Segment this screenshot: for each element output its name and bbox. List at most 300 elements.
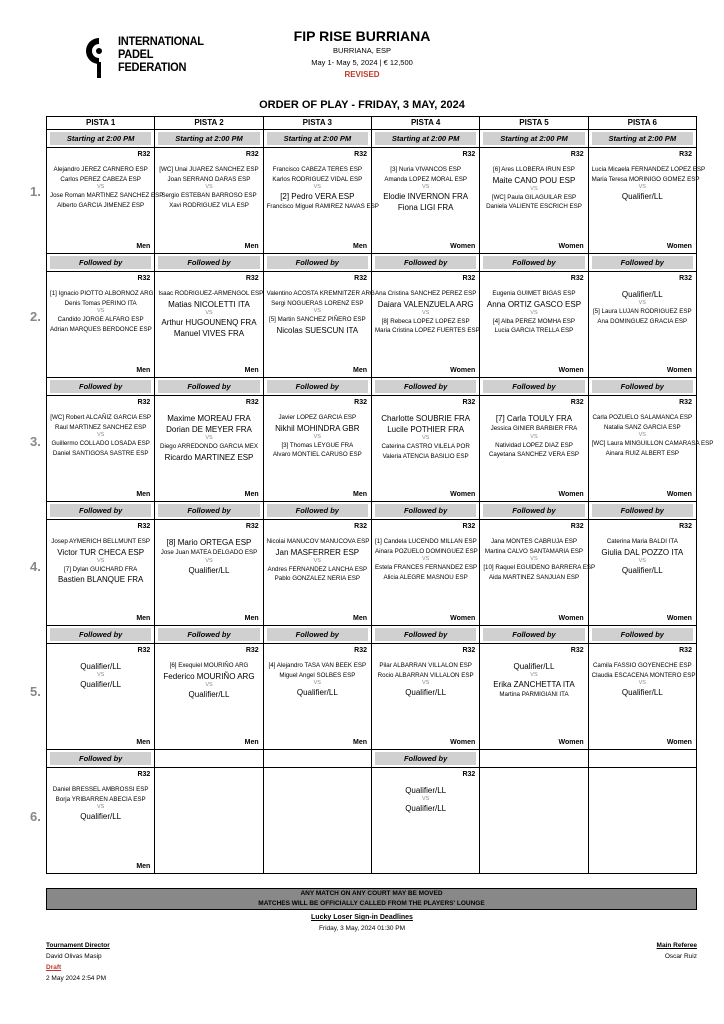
match-cell: [480, 148, 588, 254]
match-cell: [47, 768, 155, 874]
row-number: 5.: [30, 684, 41, 699]
match-cell: [589, 272, 697, 378]
players: [50, 165, 164, 210]
player-name: Qualifier/LL: [621, 192, 663, 201]
followed-by-cell: [155, 626, 263, 644]
player-name: Alvaro MONTIEL CARUSO ESP: [272, 451, 362, 458]
start-time-label: Starting at 2:00 PM: [592, 132, 693, 145]
followed-by-cell: [372, 502, 480, 520]
vs-label: VS: [205, 557, 213, 564]
followed-by-label: Followed by: [50, 380, 151, 393]
player-name: Daiara VALENZUELA ARG: [377, 299, 474, 309]
followed-by-cell: [264, 254, 372, 272]
player-name: Carlos PEREZ CABEZA ESP: [60, 175, 141, 183]
followed-by-label: Followed by: [50, 504, 151, 517]
vs-label: VS: [421, 680, 430, 686]
player-name: Qualifier/LL: [296, 688, 338, 697]
players: [50, 661, 151, 690]
followed-by-cell: [155, 254, 263, 272]
vs-label: VS: [313, 433, 321, 440]
category-label: Women: [450, 739, 476, 746]
player-name: Caterina Maria BALDI ITA: [606, 538, 678, 545]
player-name: Qualifier/LL: [80, 812, 122, 821]
player-name: [7] Carla TOULY FRA: [495, 414, 573, 423]
category-label: Women: [666, 491, 692, 498]
row-number: 4.: [30, 559, 41, 574]
followed-by-cell: [589, 254, 697, 272]
player-name: Ricardo MARTINEZ ESP: [164, 452, 254, 462]
match-cell: [480, 520, 596, 626]
match-cell: [589, 148, 706, 254]
followed-by-cell: [155, 750, 263, 768]
player-name: Adrian MARQUES BERDONCE ESP: [50, 325, 152, 333]
player-name: Francisco CABEZA TERES ESP: [272, 166, 362, 173]
player-name: Borja YRIBARREN ABECIA ESP: [55, 795, 146, 803]
players: [158, 165, 259, 210]
player-name: [1] Ignacio PIOTTO ALBORNOZ ARG: [50, 290, 154, 297]
followed-by-label: Followed by: [267, 380, 368, 393]
round-label: R32: [462, 275, 476, 282]
start-time-cell: [372, 130, 480, 148]
draft-date: 2 May 2024 2:54 PM: [46, 975, 106, 982]
player-name: Maria Teresa MORINIGO GOMEZ ESP: [591, 175, 700, 183]
category-label: Women: [450, 491, 476, 498]
footer-right: [657, 940, 697, 962]
round-label: R32: [679, 399, 692, 406]
followed-by-cell: [589, 750, 697, 768]
round-label: R32: [570, 275, 584, 282]
player-name: Rocio ALBARRAN VILLALON ESP: [377, 671, 474, 679]
start-time-cell: [264, 130, 372, 148]
round-label: R32: [462, 771, 476, 778]
player-name: Qualifier/LL: [80, 662, 122, 671]
player-name: Cayetana SANCHEZ VERA ESP: [488, 451, 580, 458]
player-name: Qualifier/LL: [188, 565, 230, 575]
player-name: Qualifier/LL: [80, 680, 122, 689]
category-label: Men: [352, 615, 367, 622]
player-name: [1] Candela LUCENDO MILLAN ESP: [374, 538, 477, 545]
player-name: Victor TUR CHECA ESP: [57, 547, 145, 557]
players: [483, 661, 584, 700]
round-label: R32: [245, 647, 259, 654]
player-name: Javier LOPEZ GARCIA ESP: [278, 414, 357, 421]
round-label: R32: [679, 523, 692, 530]
player-name: [3] Nuria VIVANCOS ESP: [390, 166, 462, 173]
match-cell: [372, 148, 480, 254]
round-label: R32: [245, 275, 259, 282]
followed-by-label: Followed by: [592, 628, 693, 641]
followed-by-cell: [480, 378, 588, 396]
match-cell: [264, 768, 372, 874]
footer-left: [46, 940, 110, 984]
player-name: Josep AYMERICH BELLMUNT ESP: [51, 538, 151, 545]
row-number: 2.: [30, 309, 41, 324]
player-name: Charlotte SOUBRIE FRA: [381, 414, 471, 423]
followed-by-label: Followed by: [158, 256, 259, 269]
match-cell: [589, 520, 697, 626]
round-label: R32: [354, 399, 367, 406]
player-name: [WC] Robert ALCAÑIZ GARCIA ESP: [50, 414, 152, 421]
players: [375, 785, 476, 814]
lucky-loser-title: Lucky Loser Sign-in Deadlines: [311, 914, 413, 921]
court-header: PISTA 5: [480, 117, 588, 130]
round-label: R32: [354, 151, 367, 158]
category-label: Men: [244, 367, 259, 374]
vs-label: VS: [638, 557, 646, 564]
category-label: Men: [136, 615, 151, 622]
players: [50, 413, 151, 458]
tournament-title: FIP RISE BURRIANA: [293, 28, 431, 44]
player-name: [4] Alejandro TASA VAN BEEK ESP: [268, 662, 367, 669]
players: [483, 413, 584, 460]
match-cell: [47, 396, 155, 502]
followed-by-cell: [589, 378, 697, 396]
player-name: Martina PARMIGIANI ITA: [499, 691, 569, 698]
vs-label: VS: [313, 680, 321, 686]
player-name: Pablo GONZALEZ NERIA ESP: [274, 575, 360, 582]
player-name: [5] Martin SANCHEZ PIÑERO ESP: [269, 316, 366, 323]
vs-label: VS: [96, 557, 105, 564]
category-label: Men: [352, 491, 367, 498]
notice-line1: ANY MATCH ON ANY COURT MAY BE MOVED: [300, 890, 443, 897]
logo-line2: PADEL: [118, 47, 154, 61]
followed-by-label: Followed by: [375, 628, 476, 641]
player-name: Valentino ACOSTA KREMNITZER ARG: [266, 290, 375, 297]
round-label: R32: [462, 523, 476, 530]
followed-by-row: [47, 626, 697, 644]
followed-by-label: Followed by: [158, 628, 259, 641]
player-name: [5] Laura LUJAN RODRIGUEZ ESP: [592, 308, 692, 315]
referee-label: Main Referee: [656, 942, 697, 949]
player-name: Candido JORGE ALFARO ESP: [57, 316, 144, 323]
match-cell: [480, 396, 588, 502]
players: [50, 785, 151, 822]
vs-label: VS: [530, 672, 538, 678]
court-header: PISTA 6: [589, 117, 697, 130]
match-cell: [47, 272, 155, 378]
category-label: Women: [666, 243, 692, 250]
players: [267, 661, 368, 698]
director-label: Tournament Director: [46, 942, 110, 949]
followed-by-cell: [372, 750, 480, 768]
player-name: Federico MOURIÑO ARG: [163, 671, 255, 681]
match-cell: [480, 272, 588, 378]
player-name: [3] Thomas LEYGUE FRA: [281, 441, 354, 449]
players: [50, 537, 151, 585]
round-label: R32: [137, 275, 151, 282]
match-cell: [264, 272, 375, 378]
court-header: PISTA 4: [372, 117, 480, 130]
followed-by-label: Followed by: [483, 256, 584, 269]
player-name: Pilar ALBARRAN VILLALON ESP: [379, 662, 472, 669]
vs-label: VS: [421, 556, 430, 562]
player-name: Alejandro JEREZ CARNERO ESP: [53, 166, 148, 173]
followed-by-cell: [47, 750, 155, 768]
round-label: R32: [354, 523, 367, 530]
player-name: Qualifier/LL: [188, 689, 230, 699]
player-name: [2] Pedro VERA ESP: [280, 192, 355, 201]
match-row: [47, 768, 697, 874]
players: [50, 289, 154, 334]
category-label: Men: [352, 739, 367, 746]
vs-label: VS: [313, 557, 321, 564]
player-name: Qualifier/LL: [621, 688, 663, 697]
players: [483, 165, 584, 212]
vs-label: VS: [205, 435, 213, 441]
category-label: Women: [666, 367, 692, 374]
followed-by-cell: [47, 502, 155, 520]
player-name: Ana Cristina SANCHEZ PEREZ ESP: [374, 290, 477, 297]
followed-by-label: Followed by: [375, 504, 476, 517]
player-name: Francisco Miguel RAMIREZ NAVAS ESP: [266, 203, 379, 210]
player-name: Lucia Micaela FERNANDEZ LOPEZ ESP: [591, 166, 706, 173]
followed-by-label: Followed by: [483, 504, 584, 517]
player-name: Alberto GARCIA JIMENEZ ESP: [57, 201, 145, 209]
vs-label: VS: [205, 681, 213, 688]
vs-label: VS: [638, 184, 646, 190]
player-name: Estela FRANCES FERNANDEZ ESP: [374, 564, 478, 571]
followed-by-cell: [480, 626, 588, 644]
followed-by-label: Followed by: [375, 380, 476, 393]
player-name: Nikhil MOHINDRA GBR: [275, 423, 360, 433]
start-time-label: Starting at 2:00 PM: [158, 132, 259, 145]
round-label: R32: [570, 399, 584, 406]
row-number: 3.: [30, 434, 41, 449]
players: [158, 413, 259, 463]
players: [267, 413, 368, 460]
players: [158, 537, 259, 576]
round-label: R32: [137, 399, 151, 406]
player-name: [WC] Laura MINGUILLON CAMARASA ESP: [591, 440, 714, 447]
start-label-row: [47, 130, 697, 148]
logo-text: [118, 35, 204, 74]
followed-by-row: [47, 378, 697, 396]
followed-by-cell: [47, 254, 155, 272]
match-cell: [480, 644, 588, 750]
player-name: Sergi NOGUERAS LORENZ ESP: [271, 299, 364, 307]
match-cell: [372, 644, 480, 750]
category-label: Men: [136, 739, 151, 746]
match-cell: [589, 768, 697, 874]
match-cell: [264, 396, 372, 502]
player-name: Martina CALVO SANTAMARIA ESP: [484, 547, 584, 555]
round-label: R32: [462, 151, 476, 158]
vs-label: VS: [96, 432, 105, 438]
vs-label: VS: [638, 300, 646, 306]
match-cell: [47, 520, 155, 626]
followed-by-row: [47, 750, 697, 768]
players: [592, 537, 693, 576]
category-label: Men: [136, 863, 151, 870]
match-cell: [47, 644, 155, 750]
category-label: Men: [244, 615, 259, 622]
followed-by-label: Followed by: [158, 380, 259, 393]
round-label: R32: [245, 523, 259, 530]
logo-line1: INTERNATIONAL: [118, 34, 204, 48]
category-label: Women: [558, 367, 584, 374]
schedule-grid: [46, 116, 714, 874]
followed-by-cell: [264, 378, 372, 396]
vs-label: VS: [96, 184, 105, 190]
round-label: R32: [679, 647, 692, 654]
players: [483, 537, 596, 582]
round-label: R32: [137, 647, 151, 654]
match-cell: [155, 520, 263, 626]
player-name: Isaac RODRIGUEZ-ARMENGOL ESP: [158, 290, 264, 297]
tournament-location: BURRIANA, ESP: [333, 46, 391, 55]
match-cell: [47, 148, 164, 254]
player-name: Giulia DAL POZZO ITA: [601, 547, 684, 557]
player-name: Natividad LOPEZ DIAZ ESP: [495, 441, 573, 449]
player-name: Qualifier/LL: [621, 565, 663, 575]
court-header: PISTA 3: [264, 117, 372, 130]
player-name: Daniel BRESSEL AMBROSSI ESP: [52, 786, 149, 793]
player-name: Guillermo COLLADO LOSADA ESP: [51, 440, 150, 447]
row-number: 1.: [30, 184, 41, 199]
player-name: Natalia SANZ GARCIA ESP: [603, 423, 681, 431]
players: [374, 289, 480, 336]
vs-label: VS: [421, 309, 430, 316]
followed-by-cell: [155, 502, 263, 520]
followed-by-label: Followed by: [375, 752, 476, 765]
player-name: Dorian DE MEYER FRA: [166, 425, 252, 434]
vs-label: VS: [96, 308, 105, 314]
notice-line2: MATCHES WILL BE OFFICIALLY CALLED FROM THE PLAYERS' LOUNGE: [258, 900, 485, 907]
category-label: Women: [450, 243, 476, 250]
vs-label: VS: [530, 309, 538, 316]
followed-by-cell: [264, 626, 372, 644]
players: [375, 413, 476, 461]
match-cell: [372, 768, 480, 874]
followed-by-cell: [589, 626, 697, 644]
player-name: Ainara POZUELO DOMINGUEZ ESP: [374, 547, 478, 555]
vs-label: VS: [96, 672, 105, 678]
players: [591, 413, 714, 458]
match-cell: [264, 644, 372, 750]
match-cell: [372, 520, 480, 626]
category-label: Women: [558, 615, 584, 622]
followed-by-label: Followed by: [483, 628, 584, 641]
player-name: [WC] Paula GILAGUILAR ESP: [491, 193, 577, 201]
player-name: Jose Roman MARTINEZ SANCHEZ ESP: [50, 192, 164, 199]
notice-banner: [46, 888, 697, 910]
player-name: Aida MARTINEZ SANJUAN ESP: [488, 573, 580, 581]
player-name: Ainara RUIZ ALBERT ESP: [605, 449, 679, 457]
tournament-dates: May 1- May 5, 2024 | € 12,500: [311, 58, 413, 67]
player-name: Qualifier/LL: [621, 290, 663, 299]
followed-by-label: Followed by: [50, 256, 151, 269]
player-name: [10] Raquel EGUIDENO BARRERA ESP: [483, 564, 596, 571]
vs-label: VS: [205, 184, 213, 190]
player-name: Bastien BLANQUE FRA: [57, 575, 144, 584]
player-name: Denis Tomas PERINO ITA: [64, 299, 137, 307]
followed-by-cell: [480, 502, 588, 520]
player-name: Raul MARTINEZ SANCHEZ ESP: [54, 423, 147, 431]
match-cell: [264, 148, 379, 254]
followed-by-label: Followed by: [592, 256, 693, 269]
player-name: Jana MONTES CABRUJA ESP: [490, 538, 577, 545]
followed-by-cell: [480, 750, 588, 768]
match-cell: [155, 148, 263, 254]
followed-by-cell: [372, 626, 480, 644]
draft-label: Draft: [46, 964, 62, 971]
start-time-label: Starting at 2:00 PM: [483, 132, 584, 145]
followed-by-cell: [155, 378, 263, 396]
followed-by-row: [47, 502, 697, 520]
director-name: David Olivas Masip: [46, 953, 102, 960]
vs-label: VS: [638, 680, 646, 686]
player-name: Maria Cristina LOPEZ FUERTES ESP: [374, 327, 480, 334]
round-label: R32: [354, 647, 367, 654]
fip-logo-icon: [84, 36, 114, 80]
players: [375, 661, 476, 698]
category-label: Women: [558, 243, 584, 250]
player-name: Elodie INVERNON FRA: [383, 192, 469, 201]
followed-by-label: Followed by: [267, 628, 368, 641]
player-name: Anna ORTIZ GASCO ESP: [486, 299, 582, 309]
player-name: [WC] Unai JUAREZ SANCHEZ ESP: [159, 166, 259, 173]
player-name: Ana DOMINGUEZ GRACIA ESP: [597, 317, 688, 325]
players: [592, 289, 693, 326]
start-time-label: Starting at 2:00 PM: [267, 132, 368, 145]
start-time-cell: [589, 130, 697, 148]
vs-label: VS: [530, 433, 538, 440]
round-label: R32: [137, 523, 151, 530]
followed-by-cell: [47, 626, 155, 644]
player-name: Karlos RODRIGUEZ VIDAL ESP: [272, 175, 363, 183]
player-name: Alicia ALEGRE MASNOU ESP: [383, 573, 468, 581]
followed-by-label: Followed by: [267, 504, 368, 517]
player-name: Erika ZANCHETTA ITA: [493, 680, 575, 689]
match-row: [47, 272, 697, 378]
round-label: R32: [570, 523, 584, 530]
player-name: Maite CANO POU ESP: [492, 175, 576, 185]
player-name: [6] Exequiel MOURIÑO ARG: [169, 662, 249, 669]
followed-by-label: Followed by: [158, 504, 259, 517]
match-cell: [155, 644, 263, 750]
followed-by-label: Followed by: [267, 256, 368, 269]
vs-label: VS: [313, 184, 321, 190]
player-name: Amanda LOPEZ MORAL ESP: [384, 175, 467, 183]
player-name: [6] Ares LLOBERA IRUN ESP: [493, 166, 575, 173]
match-cell: [480, 768, 588, 874]
round-label: R32: [245, 399, 259, 406]
player-name: Qualifier/LL: [405, 786, 447, 795]
followed-by-cell: [480, 254, 588, 272]
match-cell: [155, 272, 263, 378]
players: [266, 289, 375, 336]
start-time-label: Starting at 2:00 PM: [50, 132, 151, 145]
players: [266, 165, 379, 212]
category-label: Women: [558, 739, 584, 746]
start-time-cell: [47, 130, 155, 148]
tournament-header: [262, 28, 462, 80]
followed-by-cell: [264, 750, 372, 768]
player-name: Manuel VIVES FRA: [173, 328, 245, 338]
players: [158, 289, 264, 339]
player-name: Jan MASFERRER ESP: [275, 547, 360, 557]
player-name: Valeria ATENCIA BASILIO ESP: [382, 452, 469, 460]
category-label: Men: [136, 491, 151, 498]
round-label: R32: [137, 771, 151, 778]
players: [375, 165, 476, 213]
referee-name: Oscar Ruiz: [664, 953, 697, 960]
players: [267, 537, 368, 584]
followed-by-label: Followed by: [592, 504, 693, 517]
category-label: Men: [244, 739, 259, 746]
followed-by-label: Followed by: [592, 380, 693, 393]
player-name: Sergio ESTEBAN BARROSO ESP: [161, 192, 257, 199]
